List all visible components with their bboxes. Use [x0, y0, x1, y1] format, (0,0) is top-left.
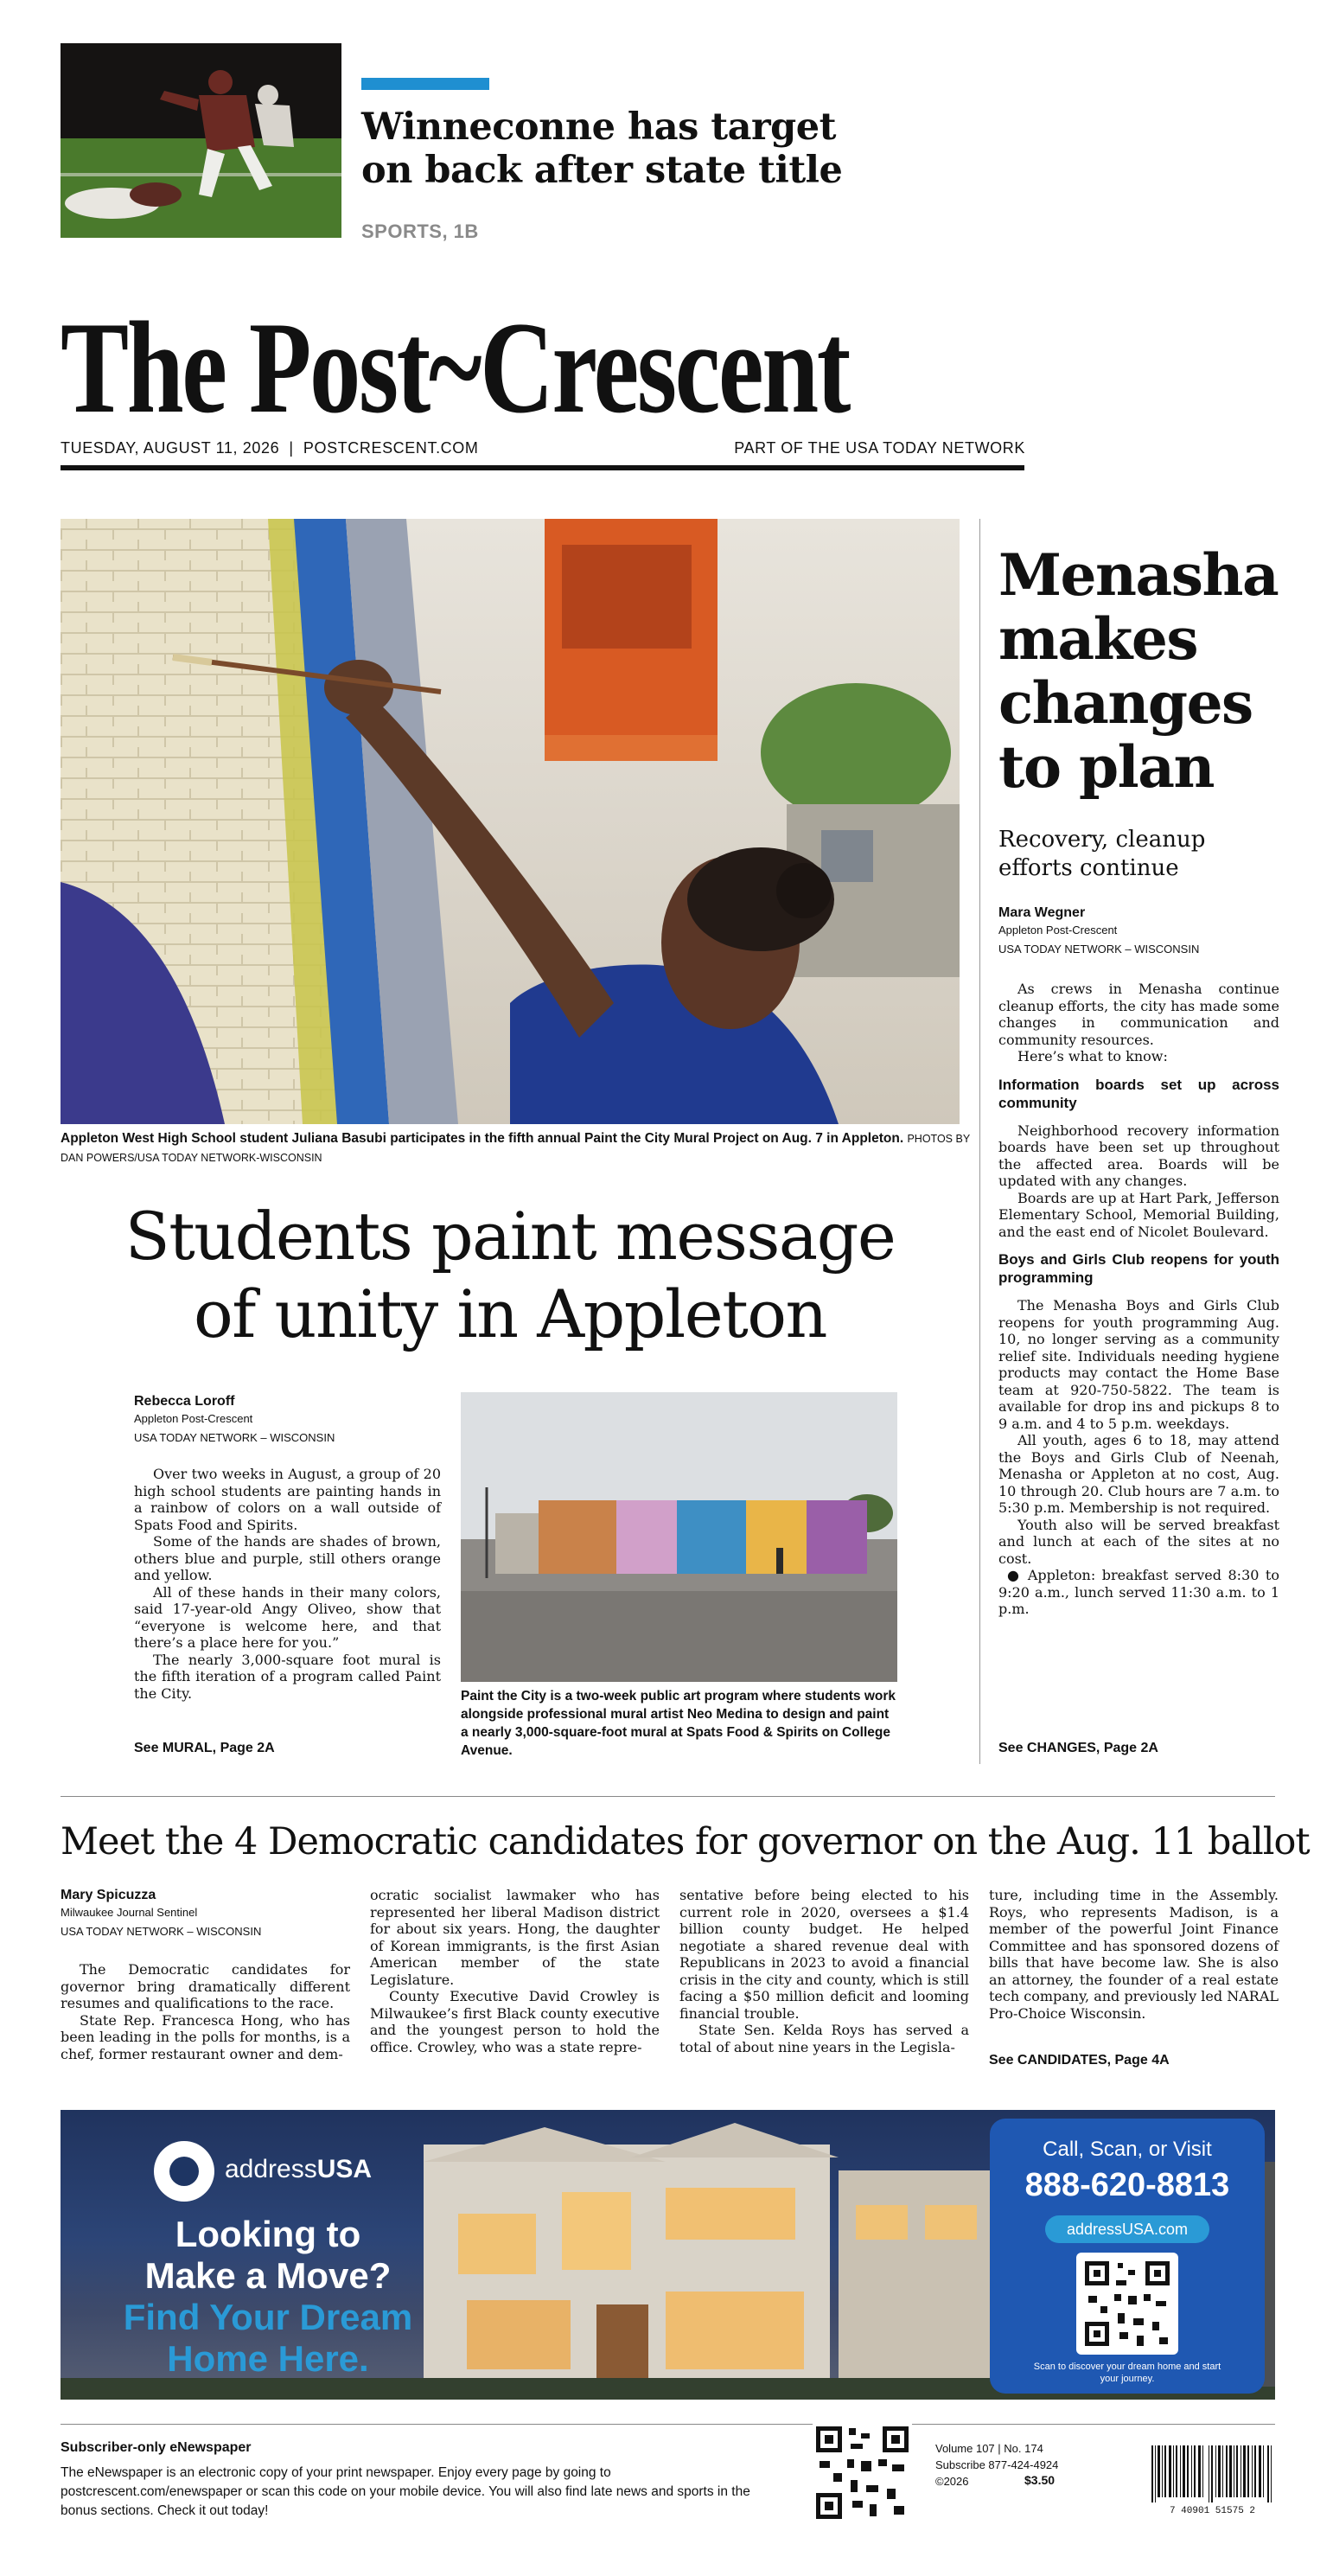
menasha-byline-name: Mara Wegner — [998, 905, 1086, 920]
menasha-byline-network: USA TODAY NETWORK – WISCONSIN — [998, 943, 1200, 956]
governor-paragraph: The Democratic candidates for governor bring dramatically different resumes and qualifications to the race. — [61, 1961, 350, 2011]
menasha-headline[interactable]: Menasha makes changes to plan — [998, 541, 1279, 801]
main-headline-line1[interactable]: Students paint message — [124, 1198, 896, 1275]
mural-painter-illustration — [61, 519, 960, 1124]
price: $3.50 — [1024, 2473, 1056, 2487]
governor-paragraph: County Executive David Crowley is Milwaukee’s first Black county executive and the youngest person to hold the office. Crowley, who was a state repre- — [370, 1988, 660, 2055]
ad-cta: Call, Scan, or Visit — [1043, 2138, 1212, 2161]
qr-icon — [1076, 2253, 1178, 2355]
mural-painter-photo[interactable] — [61, 519, 960, 1124]
governor-paragraph: ocratic socialist lawmaker who has represented her liberal Madison district for about six years. Hong, the daughter of Korean immigrants, is the first Asian American member of the state Legislature. — [370, 1887, 660, 1988]
ad-line4: Home Here. — [167, 2338, 369, 2379]
subscribe-phone: Subscribe 877-424-4924 — [935, 2458, 1059, 2471]
governor-paragraph: State Rep. Francesca Hong, who has been leading in the polls for months, is a chef, former restaurant owner and dem- — [61, 2011, 350, 2062]
copyright: ©2026 — [935, 2475, 969, 2488]
menasha-paragraph: Youth also will be served breakfast and lunch at each of the sites at no cost. — [998, 1516, 1279, 1567]
address-brand — [225, 2155, 372, 2184]
main-byline-name: Rebecca Loroff — [134, 1394, 235, 1409]
mural-photo-caption: Paint the City is a two-week public art program where students work alongside professional mural artist Neo Medina to design and paint a nearly 3,000-square-foot mural at Spats Food & Spirits on College Avenue. — [461, 1689, 896, 1758]
main-headline[interactable] — [61, 1198, 960, 1353]
governor-jump-link[interactable]: See CANDIDATES, Page 4A — [989, 2053, 1170, 2068]
promo-section-label[interactable]: SPORTS, 1B — [361, 221, 479, 242]
governor-byline — [61, 1888, 346, 1941]
ad-line2: Make a Move? — [144, 2255, 392, 2296]
ad-qr-code[interactable] — [1076, 2253, 1178, 2355]
mural-wall-illustration — [461, 1392, 897, 1682]
football-promo-photo[interactable] — [61, 43, 341, 238]
governor-col-2 — [370, 1887, 660, 2055]
main-story-byline — [134, 1394, 441, 1448]
menasha-deck: Recovery, cleanup efforts continue — [998, 827, 1206, 881]
governor-paragraph: sentative before being elected to his current role in 2020, oversees a $1.4 billion county budget. He helped negotiate a shared revenue deal with Republicans in 2023 to avoid a financial crisis in the city and county, which is still facing a $50 million deficit and looming financial trouble. — [679, 1887, 969, 2022]
governor-byline-paper: Milwaukee Journal Sentinel — [61, 1906, 198, 1919]
section-rule — [61, 1796, 1275, 1797]
address-logo-inner — [169, 2157, 199, 2186]
football-photo-illustration — [61, 43, 341, 238]
main-paragraph: All of these hands in their many colors, said 17-year-old Angy Oliveo, show that “everyone is welcome here, and that there’s a place here for you.” — [134, 1583, 441, 1651]
menasha-paragraph: Boards are up at Hart Park, Jefferson Elementary School, Memorial Building, and the east end of Nicolet Boulevard. — [998, 1189, 1279, 1240]
ad-phone[interactable]: 888-620-8813 — [1024, 2167, 1230, 2203]
main-paragraph: Over two weeks in August, a group of 20 high school students are painting hands in a rainbow of colors on a wall outside of Spats Food and Spirits. — [134, 1466, 441, 1533]
governor-paragraph: ture, including time in the Assembly. Roys, who represents Madison, is a member of the powerful Joint Finance Committee and has sponsored dozens of bills that have become law. She is also an attorney, the founder of a real estate tech company, and previously led NARAL Pro-Choice Wisconsin. — [989, 1887, 1279, 2022]
governor-headline[interactable]: Meet the 4 Democratic candidates for governor on the Aug. 11 ballot — [61, 1820, 1310, 1863]
main-photo-credit: PHOTOS BY DAN POWERS/USA TODAY NETWORK-WISCONSIN — [61, 1133, 970, 1164]
brand-suffix: USA — [316, 2155, 373, 2183]
dateline: TUESDAY, AUGUST 11, 2026 | POSTCRESCENT.COM — [61, 439, 479, 457]
barcode-icon — [1150, 2445, 1275, 2502]
ad-contact-card[interactable] — [990, 2119, 1265, 2394]
menasha-subhead: Information boards set up across community — [998, 1076, 1279, 1111]
governor-col-3 — [679, 1887, 969, 2055]
menasha-paragraph: All youth, ages 6 to 18, may attend the Boys and Girls Club of Neenah, Menasha or Appleton at no cost, Aug. 10 through 20. Club hours are 7 a.m. to 5:30 p.m. Membership is not required. — [998, 1432, 1279, 1516]
promo-accent-bar — [361, 78, 489, 90]
menasha-paragraph: Neighborhood recovery information boards have been set up throughout the affected area. Boards will be updated with any changes. — [998, 1122, 1279, 1189]
menasha-body — [998, 981, 1279, 1618]
barcode-digits: 7 40901 51575 2 — [1169, 2506, 1256, 2516]
enewspaper-text: The eNewspaper is an electronic copy of your print newspaper. Enjoy every page by going to postcrescent.com/enewspaper or scan this code on your mobile device. You will also find late news and sports in the bonus sections. Check it out today! — [61, 2465, 750, 2518]
mural-wall-photo[interactable] — [461, 1392, 897, 1682]
enewspaper-title: Subscriber-only eNewspaper — [61, 2440, 252, 2455]
column-divider — [979, 519, 980, 1764]
ad-headline — [95, 2214, 441, 2380]
main-story-body — [134, 1466, 441, 1702]
address-usa-ad[interactable] — [61, 2110, 1275, 2400]
brand-prefix: address — [225, 2155, 317, 2183]
qr-icon — [813, 2423, 912, 2522]
menasha-bullet: ● Appleton: breakfast served 8:30 to 9:20 a.m., lunch served 11:30 a.m. to 1 p.m. — [998, 1567, 1279, 1617]
menasha-jump-link[interactable]: See CHANGES, Page 2A — [998, 1741, 1158, 1755]
governor-col-4 — [989, 1887, 1279, 2022]
main-paragraph: Some of the hands are shades of brown, others blue and purple, still others orange and yellow. — [134, 1533, 441, 1583]
network-tagline: PART OF THE USA TODAY NETWORK — [734, 439, 1025, 457]
governor-col-1 — [61, 1961, 350, 2062]
promo-headline[interactable]: Winneconne has target on back after state title — [361, 105, 843, 192]
ad-url-button[interactable]: addressUSA.com — [1045, 2215, 1209, 2243]
masthead — [61, 295, 1024, 440]
ad-line1: Looking to — [175, 2214, 361, 2254]
volume-number: Volume 107 | No. 174 — [935, 2442, 1043, 2455]
governor-byline-network: USA TODAY NETWORK – WISCONSIN — [61, 1925, 262, 1938]
governor-paragraph: State Sen. Kelda Roys has served a total of about nine years in the Legisla- — [679, 2022, 969, 2055]
main-headline-line2[interactable]: of unity in Appleton — [193, 1275, 826, 1352]
menasha-subhead: Boys and Girls Club reopens for youth programming — [998, 1251, 1279, 1286]
governor-byline-name: Mary Spicuzza — [61, 1888, 156, 1902]
ad-line3: Find Your Dream — [123, 2297, 413, 2337]
main-photo-caption — [61, 1129, 977, 1167]
menasha-paragraph: The Menasha Boys and Girls Club reopens for youth programming Aug. 10, no longer serving as a community relief site. Individuals needing hygiene products may contact the Home Base team at 920-750-5822. The team is available for drop ins and pickups 8 to 9 a.m. and 4 to 5 p.m. weekdays. — [998, 1297, 1279, 1432]
footer-rule — [61, 2424, 1275, 2425]
enewspaper-qr-code[interactable] — [813, 2423, 912, 2522]
masthead-title: The Post~Crescent — [61, 295, 850, 440]
ad-scan-text: Scan to discover your dream home and start your journey. — [1033, 2362, 1221, 2384]
barcode — [1150, 2445, 1275, 2515]
menasha-byline — [998, 905, 1284, 959]
menasha-paragraph: Here’s what to know: — [1017, 1048, 1168, 1064]
main-paragraph: The nearly 3,000-square foot mural is the fifth iteration of a program called Paint the City. — [134, 1651, 441, 1702]
main-jump-link[interactable]: See MURAL, Page 2A — [134, 1741, 275, 1755]
main-photo-caption-text: Appleton West High School student Juliana Basubi participates in the fifth annual Paint the City Mural Project on Aug. 7 in Appleton. — [61, 1131, 904, 1146]
menasha-byline-paper: Appleton Post-Crescent — [998, 924, 1118, 936]
main-byline-paper: Appleton Post-Crescent — [134, 1412, 253, 1425]
menasha-paragraph: As crews in Menasha continue cleanup efforts, the city has made some changes in communication and community resources. — [998, 981, 1279, 1048]
masthead-rule — [61, 465, 1024, 470]
main-byline-network: USA TODAY NETWORK – WISCONSIN — [134, 1431, 335, 1444]
